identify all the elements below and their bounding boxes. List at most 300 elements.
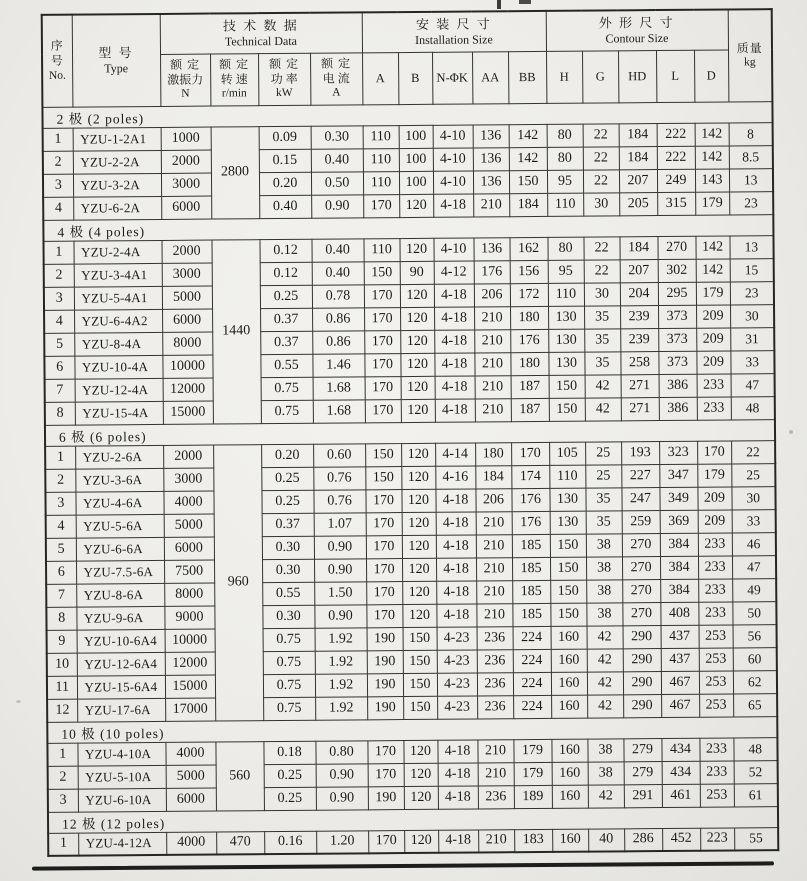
cell-H: 150	[550, 534, 586, 557]
cell-D: 233	[698, 555, 732, 578]
cell-kg: 25	[731, 463, 775, 486]
cell-G: 22	[583, 169, 619, 192]
cell-NK: 4-16	[435, 465, 475, 488]
cell-no: 1	[43, 128, 73, 151]
cell-NK: 4-10	[433, 237, 473, 260]
rated-force-zh1: 额 定	[170, 57, 201, 73]
cell-NK: 4-18	[438, 785, 478, 808]
cell-AA: 210	[476, 511, 512, 534]
cell-power: 0.12	[260, 262, 312, 285]
cell-type: YZU-8-6A	[76, 583, 164, 607]
cell-BB: 183	[514, 829, 552, 852]
cell-force: 15000	[165, 675, 215, 698]
cell-D: 209	[697, 486, 731, 509]
cell-B: 120	[402, 581, 436, 604]
cell-NK: 4-18	[434, 283, 474, 306]
cell-B: 120	[400, 307, 434, 330]
section-label: 12 极 (12 poles)	[48, 806, 778, 833]
cell-G: 35	[584, 305, 620, 328]
cell-current: 0.76	[313, 489, 365, 512]
cell-type: YZU-3-6A	[75, 468, 163, 492]
cell-power: 0.75	[261, 377, 313, 400]
cell-type: YZU-4-10A	[77, 742, 165, 766]
cell-BB: 156	[510, 260, 548, 283]
cell-force: 7500	[164, 560, 214, 583]
col-header-H: H	[546, 51, 582, 103]
rated-speed-zh1: 额 定	[219, 57, 250, 72]
cell-kg: 8.5	[729, 145, 773, 168]
cell-A: 170	[366, 535, 402, 558]
cell-A: 110	[363, 171, 399, 194]
section-label: 10 极 (10 poles)	[47, 716, 777, 743]
cell-HD: 184	[619, 123, 657, 146]
cell-G: 30	[583, 192, 619, 215]
cell-force: 3000	[163, 468, 213, 491]
cell-B: 120	[400, 284, 434, 307]
col-header-no-zh1: 序	[50, 39, 64, 54]
cell-power: 0.55	[260, 354, 312, 377]
cell-HD: 271	[621, 374, 659, 397]
cell-D: 209	[696, 327, 730, 350]
cell-AA: 236	[477, 695, 513, 718]
cell-H: 110	[547, 193, 583, 216]
cell-type: YZU-7.5-6A	[76, 560, 164, 584]
cell-B: 120	[401, 443, 435, 466]
cell-H: 160	[552, 762, 588, 785]
table-wrap	[41, 8, 780, 857]
cell-no: 3	[43, 174, 73, 197]
cell-A: 190	[367, 696, 403, 719]
cell-H: 160	[551, 695, 587, 718]
cell-power: 0.15	[259, 149, 311, 172]
cell-HD: 204	[620, 282, 658, 305]
cell-no: 8	[45, 402, 75, 425]
cell-HD: 207	[619, 169, 657, 192]
cell-L: 386	[659, 397, 697, 420]
cell-kg: 23	[729, 191, 773, 214]
col-header-mass-zh: 质量	[736, 40, 763, 56]
cell-AA: 136	[473, 170, 509, 193]
cell-A: 170	[366, 604, 402, 627]
cell-no: 6	[46, 561, 76, 584]
cell-G: 42	[587, 625, 623, 648]
cell-HD: 247	[621, 487, 659, 510]
cell-G: 40	[588, 828, 624, 851]
cell-AA: 210	[475, 398, 511, 421]
cell-HD: 270	[622, 579, 660, 602]
col-header-G: G	[582, 50, 618, 102]
cell-D: 253	[699, 670, 733, 693]
cell-G: 35	[585, 487, 621, 510]
col-header-no-zh2: 号	[50, 53, 64, 68]
cell-D: 233	[697, 396, 731, 419]
cell-type: YZU-6-4A2	[74, 309, 162, 333]
cell-BB: 150	[509, 170, 547, 193]
cell-A: 170	[365, 399, 401, 422]
cell-G: 38	[586, 556, 622, 579]
cell-no: 1	[48, 833, 78, 856]
cell-BB: 176	[512, 511, 550, 534]
cell-D: 253	[700, 783, 734, 806]
cell-BB: 172	[510, 283, 548, 306]
cell-power: 0.20	[261, 444, 313, 467]
cell-no: 3	[44, 287, 74, 310]
cell-B: 120	[403, 740, 437, 763]
cell-kg: 49	[732, 578, 776, 601]
cell-G: 42	[587, 671, 623, 694]
cell-H: 95	[548, 260, 584, 283]
cell-type: YZU-12-4A	[75, 378, 163, 402]
cell-D: 253	[699, 647, 733, 670]
col-header-N-phi-K: N-ΦK	[432, 52, 472, 104]
cell-A: 170	[367, 740, 403, 763]
cell-BB: 224	[513, 626, 551, 649]
cell-NK: 4-18	[438, 829, 478, 852]
cell-A: 170	[366, 581, 402, 604]
cell-L: 349	[659, 487, 697, 510]
cell-G: 25	[585, 441, 621, 464]
rated-power-unit: kW	[275, 87, 293, 100]
col-header-AA: AA	[472, 51, 508, 103]
cell-kg: 55	[734, 827, 778, 850]
cell-H: 130	[548, 352, 584, 375]
cell-NK: 4-18	[436, 603, 476, 626]
cell-G: 42	[585, 374, 621, 397]
cell-no: 2	[45, 469, 75, 492]
cell-G: 22	[584, 259, 620, 282]
cell-A: 150	[364, 261, 400, 284]
cell-H: 150	[549, 375, 585, 398]
cell-H: 160	[551, 626, 587, 649]
cell-L: 222	[657, 123, 695, 146]
cell-no: 6	[44, 356, 74, 379]
cell-G: 38	[586, 533, 622, 556]
cell-A: 150	[365, 443, 401, 466]
cell-BB: 170	[511, 442, 549, 465]
cell-BB: 185	[512, 603, 550, 626]
cell-type: YZU-10-6A4	[77, 629, 165, 653]
cell-BB: 142	[509, 147, 547, 170]
cell-power: 0.20	[259, 172, 311, 195]
cell-L: 384	[660, 556, 698, 579]
cell-AA: 210	[473, 193, 509, 216]
cell-NK: 4-10	[433, 170, 473, 193]
cell-AA: 236	[478, 785, 514, 808]
col-header-no-en: No.	[48, 69, 66, 82]
cell-B: 120	[404, 786, 438, 809]
cell-L: 347	[659, 464, 697, 487]
cell-current: 1.68	[313, 399, 365, 422]
cell-D: 233	[700, 760, 734, 783]
cell-AA: 176	[474, 260, 510, 283]
cell-power: 0.75	[261, 400, 313, 423]
cell-NK: 4-18	[437, 739, 477, 762]
cell-B: 120	[399, 238, 433, 261]
cell-B: 120	[401, 376, 435, 399]
cell-kg: 56	[733, 624, 777, 647]
cell-D: 209	[696, 304, 730, 327]
cell-B: 90	[400, 261, 434, 284]
cell-AA: 206	[475, 488, 511, 511]
cell-HD: 227	[621, 464, 659, 487]
cell-AA: 136	[473, 124, 509, 147]
cell-HD: 290	[623, 648, 661, 671]
cell-kg: 65	[733, 693, 777, 716]
cell-no: 4	[43, 197, 73, 220]
cell-kg: 52	[734, 760, 778, 783]
scan-artifact	[789, 430, 793, 434]
cell-A: 110	[363, 125, 399, 148]
cell-L: 386	[659, 374, 697, 397]
cell-D: 233	[699, 737, 733, 760]
cell-power: 0.25	[261, 467, 313, 490]
cell-H: 95	[547, 170, 583, 193]
col-header-type	[72, 14, 161, 107]
cell-G: 22	[583, 123, 619, 146]
cell-type: YZU-1-2A1	[73, 127, 161, 151]
cell-HD: 239	[620, 305, 658, 328]
cell-AA: 210	[474, 329, 510, 352]
cell-power: 0.75	[263, 651, 315, 674]
cell-type: YZU-4-6A	[75, 491, 163, 515]
cell-kg: 50	[732, 601, 776, 624]
cell-NK: 4-23	[437, 672, 477, 695]
cell-L: 369	[660, 510, 698, 533]
cell-BB: 176	[510, 329, 548, 352]
cell-type: YZU-5-10A	[78, 765, 166, 789]
cell-kg: 8	[729, 122, 773, 145]
cell-no: 1	[43, 241, 73, 264]
cell-L: 408	[660, 602, 698, 625]
group-header-technical-en: Technical Data	[224, 34, 298, 49]
cell-type: YZU-4-12A	[78, 832, 166, 856]
cell-current: 0.40	[312, 261, 364, 284]
cell-type: YZU-3-2A	[73, 173, 161, 197]
cell-force: 2000	[161, 240, 211, 263]
cell-BB: 185	[512, 557, 550, 580]
cell-force: 12000	[163, 378, 213, 401]
cell-H: 150	[549, 398, 585, 421]
cell-NK: 4-18	[435, 398, 475, 421]
cell-H: 80	[547, 147, 583, 170]
cell-type: YZU-6-10A	[78, 788, 166, 812]
cell-kg: 23	[730, 281, 774, 304]
cell-kg: 30	[730, 304, 774, 327]
section-label: 4 极 (4 poles)	[43, 214, 773, 241]
cell-A: 170	[365, 376, 401, 399]
cell-G: 42	[585, 397, 621, 420]
cell-G: 35	[584, 351, 620, 374]
cell-D: 142	[695, 122, 729, 145]
cell-kg: 46	[732, 532, 776, 555]
cell-current: 1.92	[315, 696, 367, 719]
cell-speed-merged: 470	[216, 831, 264, 854]
cell-speed-merged: 2800	[211, 126, 260, 218]
cell-G: 38	[588, 761, 624, 784]
cell-current: 0.90	[311, 194, 363, 217]
rated-force-unit: N	[181, 88, 190, 101]
cell-H: 105	[549, 442, 585, 465]
cell-type: YZU-6-2A	[73, 196, 161, 220]
cell-D: 253	[699, 624, 733, 647]
cell-speed-merged: 560	[215, 741, 264, 810]
cell-force: 4000	[163, 491, 213, 514]
cell-L: 461	[662, 784, 700, 807]
cell-H: 130	[548, 329, 584, 352]
cell-D: 142	[695, 235, 729, 258]
cell-current: 0.78	[312, 284, 364, 307]
cell-AA: 206	[474, 283, 510, 306]
cell-BB: 180	[510, 352, 548, 375]
cell-B: 100	[399, 148, 433, 171]
cell-HD: 290	[623, 625, 661, 648]
cell-AA: 136	[473, 147, 509, 170]
cell-kg: 13	[729, 235, 773, 258]
cell-current: 0.90	[316, 763, 368, 786]
cell-current: 1.50	[314, 581, 366, 604]
cell-type: YZU-17-6A	[77, 698, 165, 722]
cell-no: 7	[46, 584, 76, 607]
cell-D: 253	[699, 693, 733, 716]
cell-power: 0.55	[262, 582, 314, 605]
cell-AA: 210	[476, 557, 512, 580]
cell-kg: 22	[731, 440, 775, 463]
cell-AA: 210	[476, 534, 512, 557]
cell-NK: 4-18	[436, 534, 476, 557]
cell-A: 110	[363, 238, 399, 261]
cell-force: 3000	[161, 173, 211, 196]
cell-L: 315	[657, 192, 695, 215]
cell-AA: 236	[477, 649, 513, 672]
rated-current-zh1: 额 定	[321, 56, 352, 71]
cell-power: 0.37	[260, 331, 312, 354]
col-header-rated-speed	[210, 53, 258, 105]
cell-AA: 210	[476, 580, 512, 603]
cell-G: 38	[586, 602, 622, 625]
cell-AA: 210	[478, 762, 514, 785]
cell-NK: 4-18	[434, 329, 474, 352]
col-header-L: L	[656, 50, 694, 102]
cell-no: 12	[47, 699, 77, 722]
cell-force: 5000	[166, 765, 216, 788]
cell-force: 6000	[166, 788, 216, 811]
cell-force: 10000	[162, 355, 212, 378]
cell-G: 42	[587, 648, 623, 671]
cell-type: YZU-6-6A	[76, 537, 164, 561]
cell-AA: 136	[473, 237, 509, 260]
cell-H: 110	[549, 465, 585, 488]
cell-HD: 259	[622, 510, 660, 533]
cell-BB: 184	[509, 193, 547, 216]
col-header-type-en: Type	[104, 61, 129, 76]
cell-B: 120	[402, 604, 436, 627]
group-header-contour-size	[546, 9, 728, 50]
cell-A: 170	[368, 830, 404, 853]
rated-current-zh2: 电 流	[322, 71, 350, 86]
cell-A: 170	[364, 284, 400, 307]
cell-force: 5000	[162, 286, 212, 309]
cell-NK: 4-18	[435, 488, 475, 511]
cell-H: 110	[548, 283, 584, 306]
cell-force: 15000	[163, 401, 213, 424]
cell-NK: 4-23	[437, 626, 477, 649]
cell-HD: 290	[623, 694, 661, 717]
cell-L: 467	[661, 694, 699, 717]
cell-D: 233	[698, 578, 732, 601]
cell-no: 2	[43, 151, 73, 174]
cell-NK: 4-18	[436, 557, 476, 580]
cell-L: 270	[657, 236, 695, 259]
cell-A: 170	[368, 763, 404, 786]
cell-A: 170	[364, 353, 400, 376]
cell-L: 437	[661, 625, 699, 648]
cell-HD: 279	[623, 738, 661, 761]
cell-B: 120	[400, 330, 434, 353]
rated-force-zh2: 激振力	[167, 72, 204, 87]
cell-kg: 31	[730, 327, 774, 350]
cell-A: 190	[367, 650, 403, 673]
cell-A: 170	[366, 512, 402, 535]
cell-H: 130	[550, 511, 586, 534]
cell-NK: 4-14	[435, 442, 475, 465]
section-label: 6 极 (6 poles)	[45, 419, 775, 446]
cell-type: YZU-15-4A	[75, 401, 163, 425]
col-header-rated-current	[310, 52, 362, 104]
cell-H: 160	[551, 672, 587, 695]
cell-HD: 207	[620, 259, 658, 282]
cell-G: 38	[587, 738, 623, 761]
cell-A: 170	[364, 330, 400, 353]
group-header-installation-size	[362, 11, 546, 52]
cell-G: 25	[585, 464, 621, 487]
cell-kg: 62	[733, 670, 777, 693]
cell-current: 0.90	[314, 604, 366, 627]
cell-force: 9000	[164, 606, 214, 629]
cell-H: 160	[551, 649, 587, 672]
cell-NK: 4-18	[435, 375, 475, 398]
cell-D: 179	[696, 281, 730, 304]
cell-L: 452	[662, 828, 700, 851]
cell-type: YZU-8-4A	[74, 332, 162, 356]
cell-no: 1	[47, 743, 77, 766]
cell-force: 4000	[166, 832, 216, 855]
col-header-BB: BB	[508, 51, 546, 103]
cell-HD: 286	[624, 828, 662, 851]
cell-HD: 279	[624, 761, 662, 784]
cell-power: 0.30	[262, 536, 314, 559]
cell-B: 100	[399, 171, 433, 194]
cell-power: 0.37	[260, 308, 312, 331]
scan-artifact	[497, 0, 501, 9]
cell-no: 4	[46, 515, 76, 538]
cell-force: 2000	[161, 150, 211, 173]
cell-BB: 185	[512, 534, 550, 557]
cell-L: 437	[661, 648, 699, 671]
cell-power: 0.16	[264, 831, 316, 854]
cell-H: 160	[552, 829, 588, 852]
cell-NK: 4-18	[436, 511, 476, 534]
cell-B: 150	[403, 627, 437, 650]
scan-artifact	[519, 0, 531, 4]
cell-no: 11	[47, 676, 77, 699]
cell-AA: 210	[474, 306, 510, 329]
cell-D: 209	[698, 509, 732, 532]
cell-NK: 4-12	[434, 260, 474, 283]
cell-type: YZU-5-4A1	[74, 286, 162, 310]
cell-NK: 4-18	[434, 306, 474, 329]
cell-D: 233	[698, 532, 732, 555]
cell-force: 3000	[162, 263, 212, 286]
